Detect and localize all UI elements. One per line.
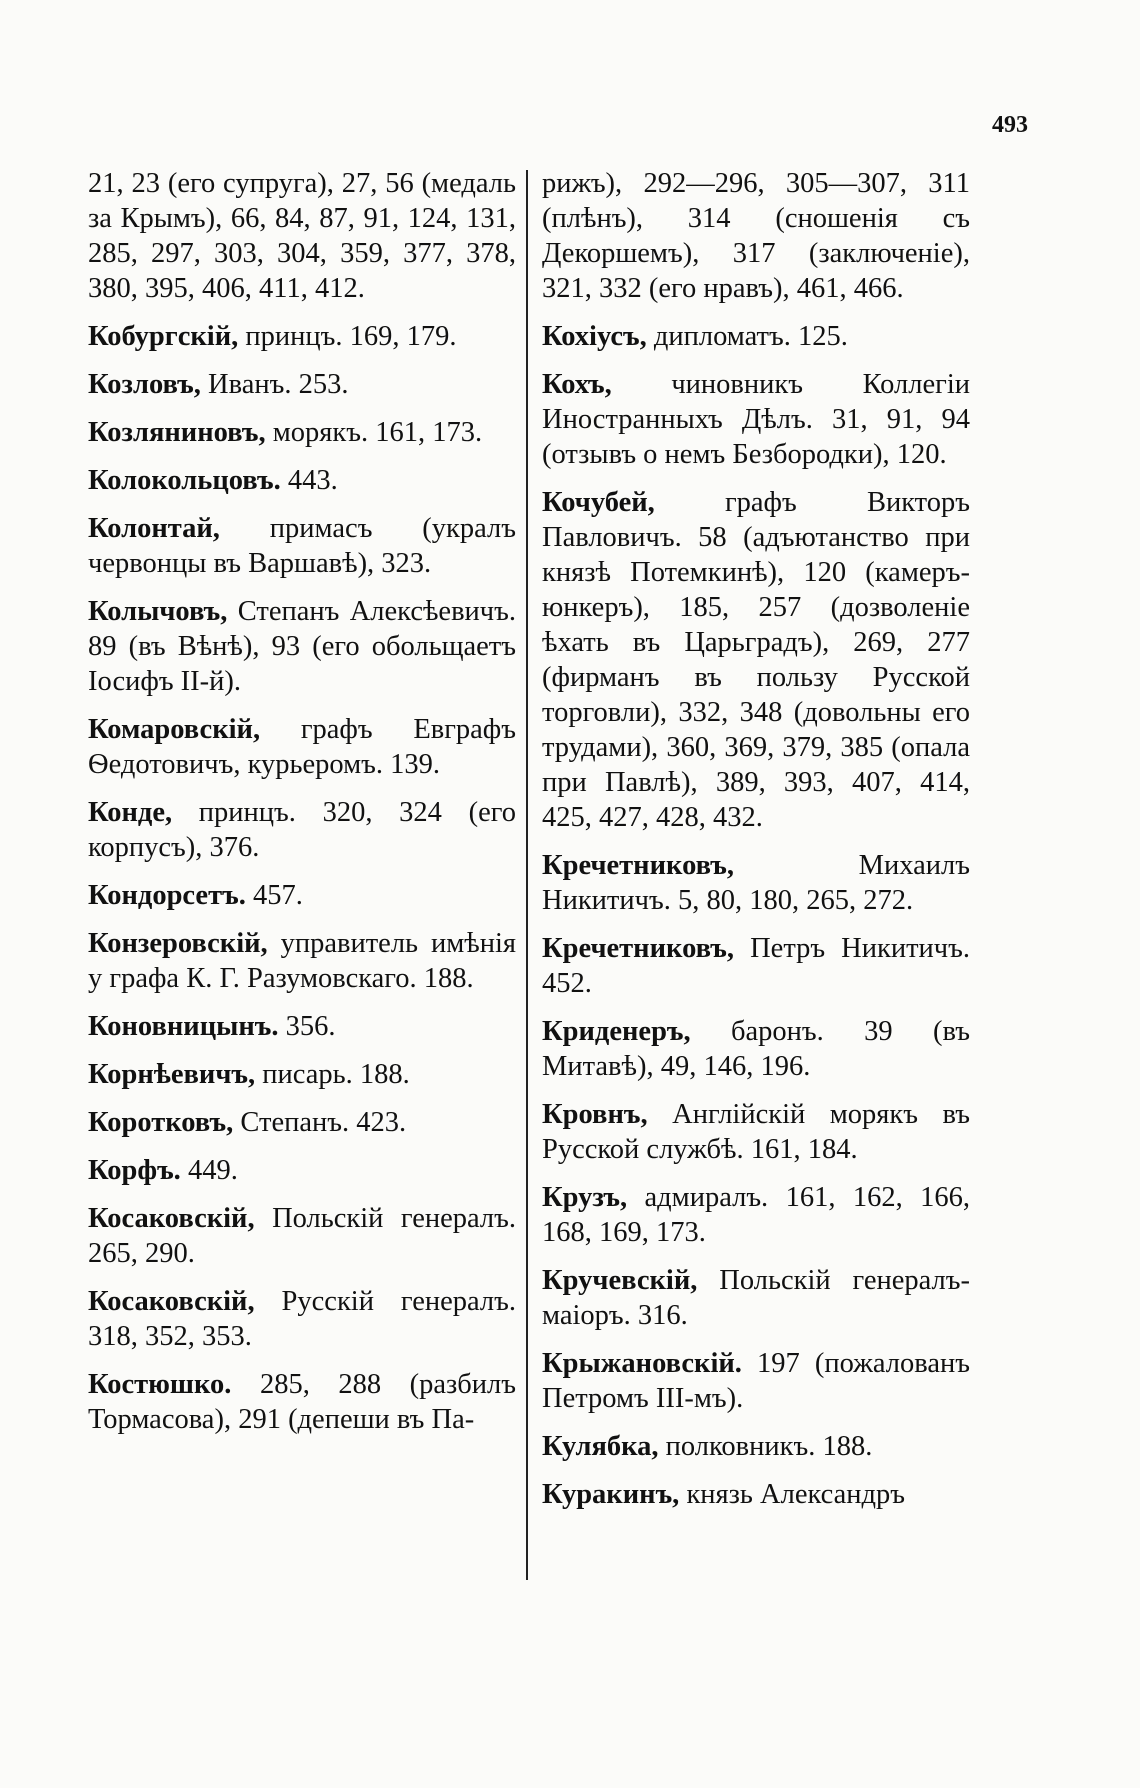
index-entry: [542, 485, 970, 835]
entry-headword: Козловъ,: [88, 369, 201, 400]
entry-text: 457.: [245, 880, 303, 911]
entry-headword: Кулябка,: [542, 1431, 659, 1462]
index-entry: [88, 1009, 516, 1044]
entry-text: князь Александръ: [679, 1479, 906, 1510]
entry-headword: Кречетниковъ,: [542, 850, 735, 881]
index-entry: [542, 367, 970, 472]
entry-headword: Кохъ,: [542, 369, 612, 400]
entry-text: примасъ (укралъ червонцы въ Варшавѣ), 323.: [88, 513, 516, 579]
index-entry: [542, 1429, 970, 1464]
entry-headword: Корнѣевичъ,: [88, 1059, 256, 1090]
index-entry: [88, 1105, 516, 1140]
entry-headword: Кручевскій,: [542, 1265, 698, 1296]
entry-headword: Конзеровскій,: [88, 928, 268, 959]
entry-headword: Колычовъ,: [88, 596, 228, 627]
index-entry: [88, 166, 516, 306]
entry-text: баронъ. 39 (въ Митавѣ), 49, 146, 196.: [542, 1016, 970, 1082]
entry-text: 449.: [180, 1155, 238, 1186]
entry-text: 356.: [278, 1011, 336, 1042]
entry-headword: Крыжановскій.: [542, 1348, 742, 1379]
entry-text: Степанъ Алексѣевичъ. 89 (въ Вѣнѣ), 93 (его обольщаетъ Іосифъ II-й).: [88, 596, 516, 697]
entry-text: графъ Евграфъ Ѳедотовичъ, курьеромъ. 139.: [88, 714, 516, 780]
entry-headword: Криденеръ,: [542, 1016, 691, 1047]
index-entry: [88, 1367, 516, 1437]
index-entry: [542, 1014, 970, 1084]
entry-text: дипломатъ. 125.: [646, 321, 848, 352]
entry-headword: Кочубей,: [542, 487, 655, 518]
entry-text: Михаилъ Никитичъ. 5, 80, 180, 265, 272.: [542, 850, 970, 916]
index-entry: [88, 463, 516, 498]
entry-headword: Кречетниковъ,: [542, 933, 735, 964]
index-entry: [88, 319, 516, 354]
entry-text: принцъ. 320, 324 (его корпусъ), 376.: [88, 797, 516, 863]
index-entry: [88, 926, 516, 996]
entry-text: Петръ Никитичъ. 452.: [542, 933, 970, 999]
entry-headword: Коротковъ,: [88, 1107, 234, 1138]
index-entry: [88, 367, 516, 402]
entry-text: 443.: [280, 465, 338, 496]
entry-text: рижъ), 292—296, 305—307, 311 (плѣнъ), 314 (сношенія съ Декоршемъ), 317 (заключеніе), 321, 332 (его нравъ), 461, 466.: [542, 168, 970, 304]
entry-text: Русскій генералъ. 318, 352, 353.: [88, 1286, 516, 1352]
entry-text: управитель имѣнія у графа К. Г. Разумовскаго. 188.: [88, 928, 516, 994]
entry-text: адмиралъ. 161, 162, 166, 168, 169, 173.: [542, 1182, 970, 1248]
index-entry: [88, 1153, 516, 1188]
index-entry: [88, 415, 516, 450]
index-entry: [542, 1477, 970, 1512]
entry-text: 197 (пожалованъ Петромъ III-мъ).: [542, 1348, 970, 1414]
entry-headword: Кохіусъ,: [542, 321, 647, 352]
entry-headword: Корфъ.: [88, 1155, 181, 1186]
index-entry: [542, 1097, 970, 1167]
index-entry: [88, 1284, 516, 1354]
index-entry: [542, 1180, 970, 1250]
index-entry: [88, 712, 516, 782]
entry-headword: Куракинъ,: [542, 1479, 680, 1510]
index-entry: [88, 795, 516, 865]
index-entry: [542, 319, 970, 354]
entry-text: графъ Викторъ Павловичъ. 58 (адъютанство при князѣ Потемкинѣ), 120 (камеръ-юнкеръ), 185, 257 (дозволеніе ѣхать въ Царьградъ), 269, 277 (фирманъ въ пользу Русской торговли), 332, 348 (довольны его трудами), 360, 369, 379, 385 (опала при Павлѣ), 389, 393, 407, 414, 425, 427, 428, 432.: [542, 487, 970, 833]
entry-headword: Кобургскій,: [88, 321, 239, 352]
entry-headword: Косаковскій,: [88, 1286, 255, 1317]
entry-headword: Кондорсетъ.: [88, 880, 246, 911]
index-entry: [542, 931, 970, 1001]
entry-text: Польскій генералъ. 265, 290.: [88, 1203, 516, 1269]
entry-headword: Крузъ,: [542, 1182, 628, 1213]
page-number: 493: [992, 112, 1028, 138]
entry-headword: Коновницынъ.: [88, 1011, 279, 1042]
entry-text: Степанъ. 423.: [233, 1107, 407, 1138]
index-entry: [88, 1057, 516, 1092]
index-entry: [88, 594, 516, 699]
index-column-right: [542, 166, 970, 1525]
index-entry: [542, 1263, 970, 1333]
entry-text: полковникъ. 188.: [658, 1431, 873, 1462]
entry-headword: Костюшко.: [88, 1369, 232, 1400]
entry-text: Иванъ. 253.: [200, 369, 349, 400]
entry-headword: Комаровскій,: [88, 714, 261, 745]
entry-text: чиновникъ Коллегіи Иностранныхъ Дѣлъ. 31, 91, 94 (отзывъ о немъ Безбородки), 120.: [542, 369, 970, 470]
index-column-left: [88, 166, 516, 1450]
entry-text: писарь. 188.: [255, 1059, 410, 1090]
index-entry: [542, 166, 970, 306]
index-entry: [88, 511, 516, 581]
column-divider: [526, 170, 528, 1580]
entry-headword: Косаковскій,: [88, 1203, 255, 1234]
entry-headword: Конде,: [88, 797, 173, 828]
entry-text: Англійскій морякъ въ Русской службѣ. 161, 184.: [542, 1099, 970, 1165]
entry-headword: Козляниновъ,: [88, 417, 266, 448]
index-entry: [542, 1346, 970, 1416]
entry-text: 21, 23 (его супруга), 27, 56 (медаль за Крымъ), 66, 84, 87, 91, 124, 131, 285, 297, 303, 304, 359, 377, 378, 380, 395, 406, 411, 412.: [88, 168, 516, 304]
index-entry: [88, 1201, 516, 1271]
index-entry: [88, 878, 516, 913]
entry-text: Польскій генералъ-маіоръ. 316.: [542, 1265, 970, 1331]
entry-headword: Колонтай,: [88, 513, 220, 544]
entry-text: 285, 288 (разбилъ Тормасова), 291 (депеши въ Па-: [88, 1369, 516, 1435]
entry-text: принцъ. 169, 179.: [238, 321, 457, 352]
entry-headword: Кровнъ,: [542, 1099, 648, 1130]
entry-text: морякъ. 161, 173.: [265, 417, 483, 448]
index-entry: [542, 848, 970, 918]
entry-headword: Колокольцовъ.: [88, 465, 281, 496]
